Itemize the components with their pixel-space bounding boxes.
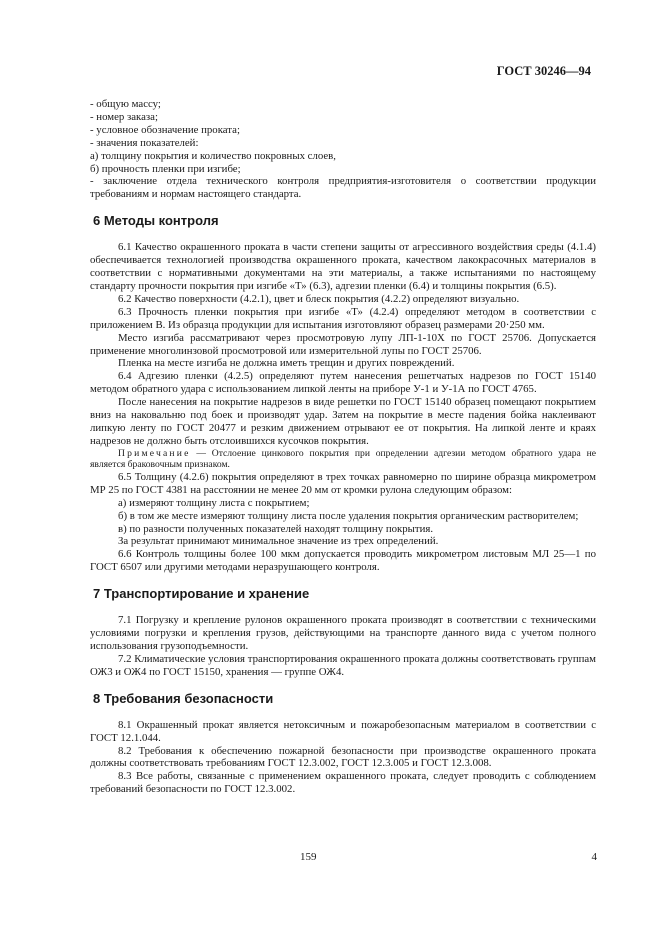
corner-page-number: 4 [591,851,597,863]
list-item: - значения показателей: [90,136,199,149]
list-item: б) прочность пленки при изгибе; [90,162,241,175]
paragraph-8-1: 8.1 Окрашенный прокат является нетоксичным и пожаробезопасным материалом в соответствии с ГОСТ 12.1.044. [90,718,596,744]
paragraph-6-3-magnifier: Место изгиба рассматривают через просмотровую лупу ЛП-1-10Х по ГОСТ 25706. Допускается применение многолинзовой просмотровой или измерительной лупы по ГОСТ 25706. [90,331,596,357]
paragraph-6-5-a: а) измеряют толщину листа с покрытием; [118,496,310,509]
document-code-header: ГОСТ 30246—94 [496,64,591,78]
paragraph-6-3: 6.3 Прочность пленки покрытия при изгибе «Т» (4.2.4) определяют методом в соответствии с приложением В. Из образца продукции для испытания изготовляют образец размерами 20·250 мм. [90,305,596,331]
section-7-heading: 7 Транспортирование и хранение [93,586,310,602]
list-item: - заключение отдела технического контроля предприятия-изготовителя о соответствии продукции требованиям и нормам настоящего стандарта. [90,175,596,201]
list-item: - условное обозначение проката; [90,123,240,136]
page-number: 159 [300,851,317,863]
top-list [90,98,596,201]
paragraph-6-4: 6.4 Адгезию пленки (4.2.5) определяют путем нанесения решетчатых надрезов по ГОСТ 15140 методом обратного удара с использованием липкой ленты на приборе У-1 и У-1А по ГОСТ 4765. [90,370,596,396]
paragraph-8-3: 8.3 Все работы, связанные с применением окрашенного проката, следует проводить с соблюдением требований безопасности по ГОСТ 12.3.002. [90,770,596,796]
paragraph-6-5-b: б) в том же месте измеряют толщину листа после удаления покрытия органическим растворителем; [118,509,579,522]
list-item: - номер заказа; [90,110,158,123]
paragraph-6-2: 6.2 Качество поверхности (4.2.1), цвет и блеск покрытия (4.2.2) определяют визуально. [118,292,520,305]
section-8-heading: 8 Требования безопасности [93,690,274,706]
list-item: - общую массу; [90,98,161,110]
paragraph-6-3-film: Пленка на месте изгиба не должна иметь трещин и других повреждений. [118,357,455,370]
paragraph-6-5-c: в) по разности полученных показателей находят толщину покрытия. [118,522,434,535]
list-item: а) толщину покрытия и количество покровных слоев, [90,149,336,162]
paragraph-7-2: 7.2 Климатические условия транспортирования окрашенного проката должны соответствовать группам ОЖ3 и ОЖ4 по ГОСТ 15150, хранения — группе ОЖ4. [90,652,596,678]
paragraph-6-5-result: За результат принимают минимальное значение из трех определений. [118,535,439,548]
paragraph-6-5: 6.5 Толщину (4.2.6) покрытия определяют в трех точках равномерно по ширине образца микрометром МР 25 по ГОСТ 4381 на расстоянии не менее 20 мм от кромки рулона следующим образом: [90,470,596,496]
section-6-heading: 6 Методы контроля [93,213,219,229]
paragraph-8-2: 8.2 Требования к обеспечению пожарной безопасности при производстве окрашенного проката должны соответствовать требованиям ГОСТ 12.3.002, ГОСТ 12.3.005 и ГОСТ 12.3.008. [90,744,596,770]
paragraph-6-6: 6.6 Контроль толщины более 100 мкм допускается проводить микрометром листовым МЛ 25—1 по ГОСТ 6507 или другими методами неразрушающего контроля. [90,548,596,574]
paragraph-6-4-procedure: После нанесения на покрытие надрезов в виде решетки по ГОСТ 15140 образец помещают покрытием вниз на наковальню под боек и производят удар. Затем на покрытие в месте падения бойка наклеивают липкую ленту по ГОСТ 20477 и резким движением отрывают ее от покрытия. На липкой ленте и краях надрезов не должно быть отслоившихся кусочков покрытия. [90,396,596,447]
note-text: — Отслоение цинкового покрытия при определении адгезии методом обратного удара не является браковочным признаком. [90,447,596,471]
note-label: Примечание [118,447,191,459]
document-body [90,98,596,796]
note [90,448,596,471]
paragraph-7-1: 7.1 Погрузку и крепление рулонов окрашенного проката производят в соответствии с техническими условиями погрузки и крепления грузов, действующими на транспорте данного вида с учетом полного использования грузоподъемности. [90,614,596,652]
paragraph-6-1: 6.1 Качество окрашенного проката в части степени защиты от агрессивного воздействия среды (4.1.4) обеспечивается технологией производства окрашенного проката, качеством лакокрасочных материалов в соответствии с нормативными документами на эти материалы, а также испытаниями по настоящему стандарту прочности покрытия при изгибе «Т» (6.3), адгезии пленки (6.4) и толщины покрытия (6.5). [90,241,596,292]
